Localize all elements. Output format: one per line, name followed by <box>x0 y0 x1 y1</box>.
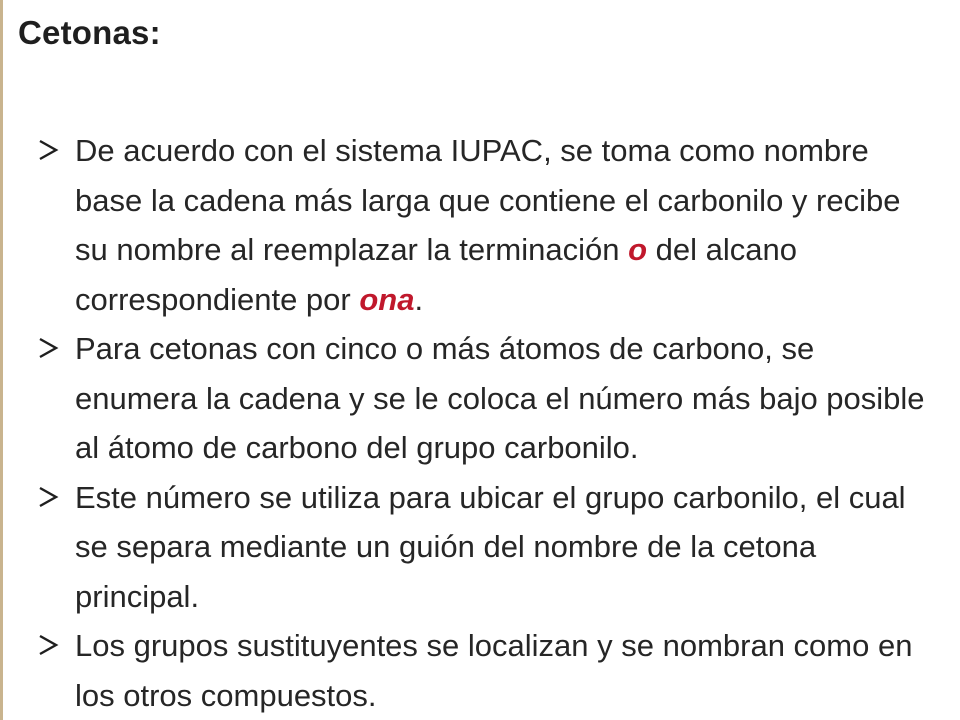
slide-left-edge <box>0 0 3 720</box>
bullet-text: Este número se utiliza para ubicar el grupo carbonilo, el cual se separa mediante un guión del nombre de la cetona principal. <box>75 479 906 614</box>
arrow-bullet-icon <box>36 138 60 162</box>
bullet-list <box>36 126 941 720</box>
bullet-item-locant <box>36 473 941 622</box>
bullet-item-iupac <box>36 126 941 324</box>
highlight-ona: ona <box>359 281 415 317</box>
bullet-item-numbering <box>36 324 941 473</box>
bullet-text: Los grupos sustituyentes se localizan y se nombran como en los otros compuestos. <box>75 628 913 713</box>
slide-title: Cetonas: <box>18 14 161 51</box>
bullet-text: . <box>414 281 424 317</box>
bullet-text: De acuerdo con el sistema IUPAC, se toma como nombre base la cadena más larga que contiene el carbonilo y recibe su nombre al reemplazar la terminación <box>75 133 901 267</box>
bullet-text: Para cetonas con cinco o más átomos de carbono, se enumera la cadena y se le coloca el número más bajo posible al átomo de carbono del grupo carbonilo. <box>75 331 925 465</box>
bullet-text: del alcano correspondiente por <box>75 232 797 317</box>
arrow-bullet-icon <box>36 633 60 657</box>
arrow-bullet-icon <box>36 485 60 509</box>
highlight-o: o <box>628 232 648 267</box>
bullet-item-substituents <box>36 621 941 720</box>
arrow-bullet-icon <box>36 336 60 360</box>
